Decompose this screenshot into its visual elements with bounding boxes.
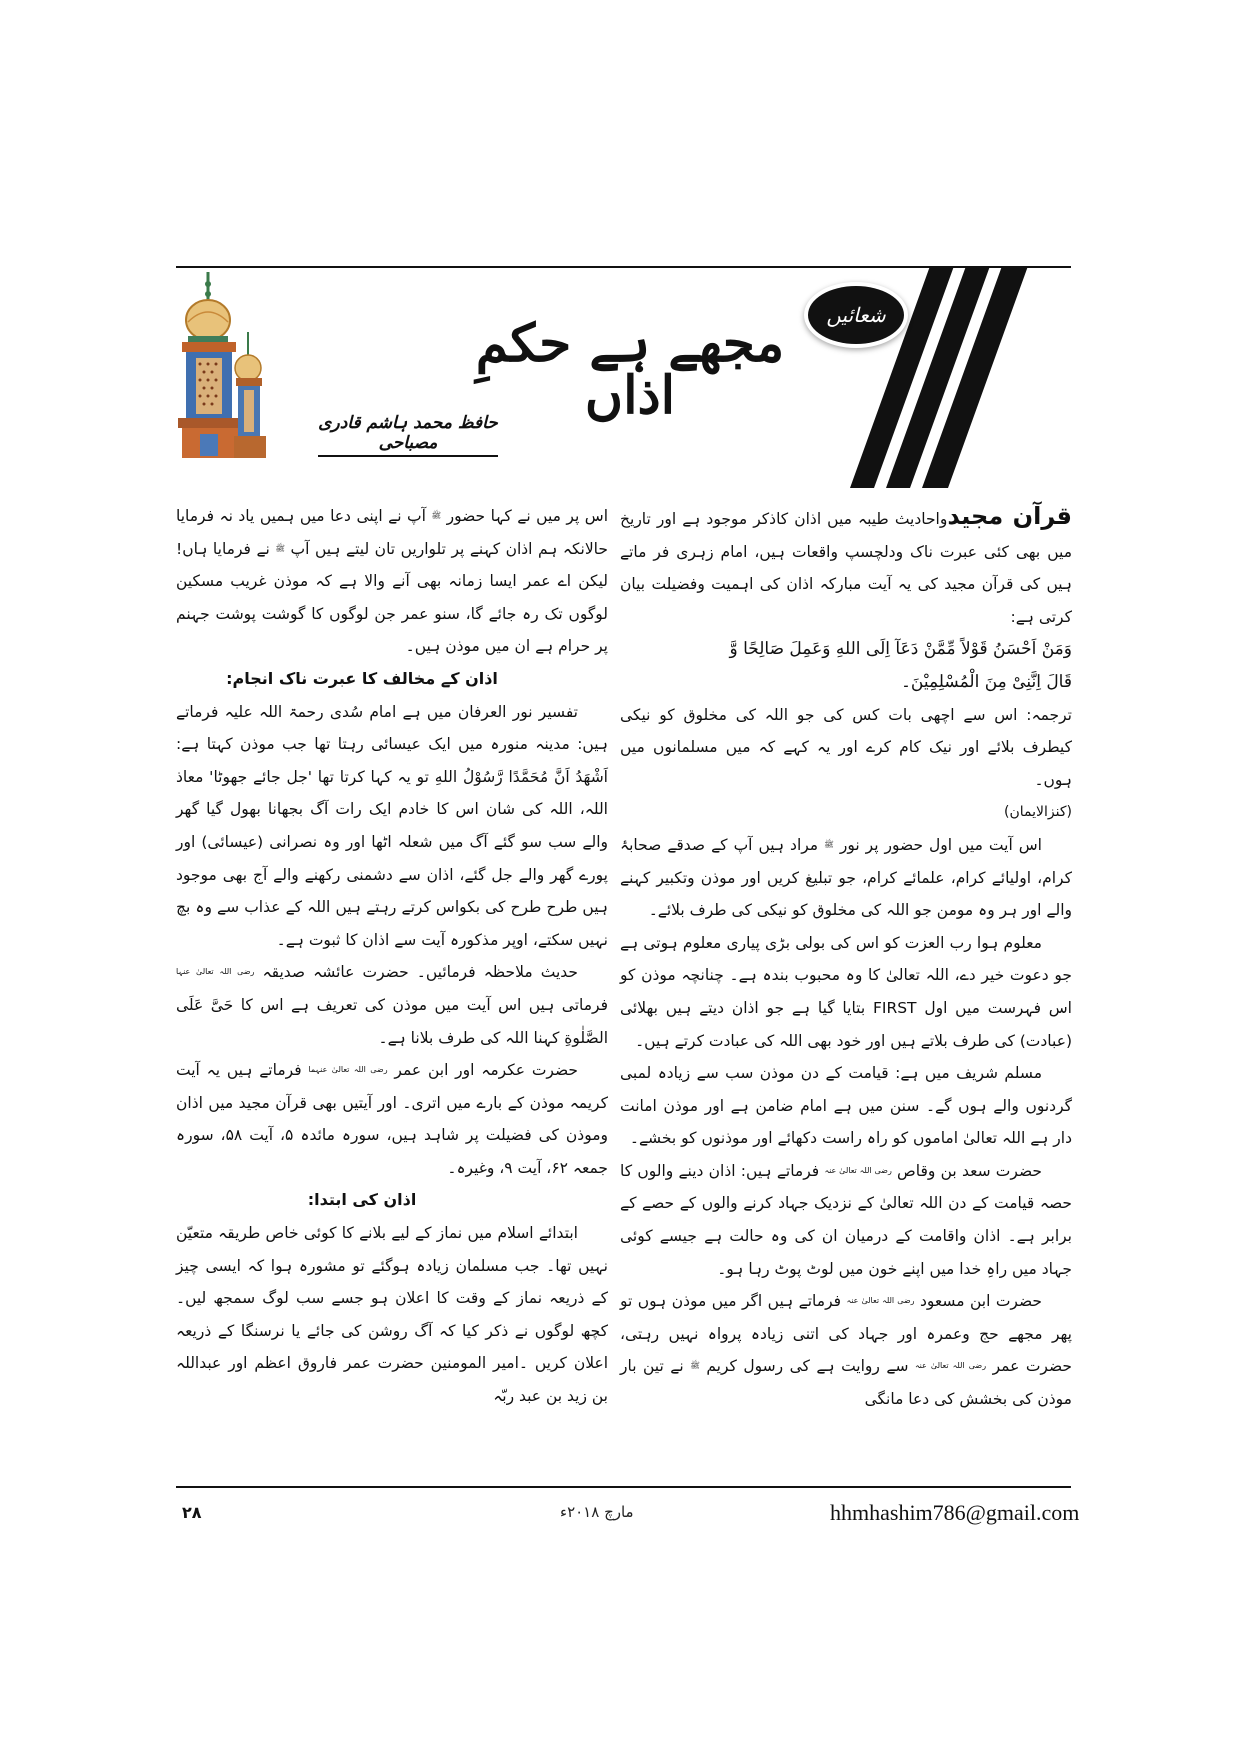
paragraph: ابتدائے اسلام میں نماز کے لیے بلانے کا کوئی خاص طریقہ متعیّن نہیں تھا۔ جب مسلمان زیادہ ہوگئے تو مشورہ ہوا کہ ایسی چیز کے ذریعہ نماز کے وقت کا اعلان ہو جسے سب لوگ سمجھ لیں۔ کچھ لوگوں نے ذکر کیا کہ آگ روشن کی جائے یا نرسنگا کے ذریعہ اعلان کریں ۔امیر المومنین حضرت عمر فاروق اعظم اور عبداللہ بن زید بن عبد ربّہ bbox=[176, 1224, 608, 1406]
section-heading: اذان کی ابتدا: bbox=[307, 1190, 417, 1210]
page-number: ۲۸ bbox=[182, 1503, 202, 1522]
section-badge bbox=[808, 286, 904, 344]
lead-bold-text: قرآن مجید bbox=[947, 502, 1073, 530]
paragraph: حضرت سعد بن وقاص $^{رضی اللہ تعالیٰ عنہ}$ فرماتے ہیں: اذان دینے والوں کا حصہ قیامت کے دن اللہ تعالیٰ کے نزدیک جہاد کرنے والوں کے حصے کے برابر ہے۔ اذان واقامت کے درمیان ان کی وہ حالت ہے جیسے کوئی جہاد میں راہِ خدا میں اپنے خون میں لوٹ پوٹ رہا ہو۔ bbox=[620, 1161, 1072, 1278]
footer-date: مارچ ۲۰۱۸ء bbox=[560, 1503, 634, 1521]
honorific-glyph: ﷺ bbox=[275, 543, 286, 553]
paragraph: قرآن مجیدواحادیث طیبہ میں اذان کاذکر موجود ہے اور تاریخ میں بھی کئی عبرت ناک ودلچسپ واقعات ہیں، امام زہری فر ماتے ہیں کی قرآن مجید کی یہ آیت مبارکہ اذان کی اہمیت وفضیلت بیان کرتی ہے: bbox=[620, 502, 1073, 626]
section-badge-label: شعائیں bbox=[826, 303, 886, 327]
right-column bbox=[620, 500, 1072, 1416]
honorific-glyph: رضی اللہ تعالیٰ عنہ bbox=[914, 1361, 987, 1371]
honorific-glyph: رضی اللہ تعالیٰ عنہ bbox=[846, 1296, 915, 1306]
paragraph: حضرت عکرمہ اور ابن عمر $^{رضی اللہ تعالیٰ عنہما}$ فرماتے ہیں یہ آیت کریمہ موذن کے بارے میں اتری۔ اور آیتیں بھی قرآن مجید میں اذان وموذن کی فضیلت پر شاہد ہیں، سورہ مائدہ ۵، آیت ۵۸، سورہ جمعہ ۶۲، آیت ۹، وغیرہ۔ bbox=[176, 1061, 609, 1177]
honorific-glyph: رضی اللہ تعالیٰ عنہا bbox=[176, 967, 255, 977]
paragraph: اس آیت میں اول حضور پر نور $^ﷺ$ مراد ہیں آپ کے صدقے صحابۂ کرام، اولیائے کرام، علمائے کرام، جو تبلیغ کریں اور موذن وتکبیر کہنے والے اور ہر وہ مومن جو اللہ کی مخلوق کو نیکی کی طرف بلائے۔ bbox=[620, 835, 1072, 920]
article-title: مجھے ہے حکمِ اذاں bbox=[475, 313, 785, 426]
honorific-glyph: ﷺ bbox=[824, 839, 834, 849]
translation: ترجمہ: اس سے اچھی بات کس کی جو اللہ کی مخلوق کو نیکی کیطرف بلائے اور نیک کام کرے اور یہ کہے کہ میں مسلمانوں میں ہوں۔ bbox=[620, 705, 1072, 789]
paragraph: حدیث ملاحظہ فرمائیں۔ حضرت عائشہ صدیقہ $^{رضی اللہ تعالیٰ عنہا}$ فرماتی ہیں اس آیت میں موذن کی تعریف ہے اس کا حَیَّ عَلَى الصَّلٰوةِ کہنا اللہ کی طرف بلانا ہے۔ bbox=[176, 963, 608, 1047]
honorific-glyph: ﷺ bbox=[690, 1361, 700, 1371]
minaret-image bbox=[178, 272, 274, 458]
quran-verse-line: قَالَ اِنَّنِیْ مِنَ الْمُسْلِمِیْنَ۔ bbox=[900, 671, 1072, 692]
section-heading: اذان کے مخالف کا عبرت ناک انجام: bbox=[226, 668, 498, 688]
translation-reference: (کنزالایمان) bbox=[1004, 804, 1072, 821]
honorific-glyph: رضی اللہ تعالیٰ عنہما bbox=[308, 1065, 388, 1075]
footer-email: hhmhashim786@gmail.com bbox=[830, 1500, 1080, 1525]
left-column bbox=[176, 500, 608, 1413]
paragraph: تفسیر نور العرفان میں ہے امام سُدی رحمۃ اللہ علیہ فرماتے ہیں: مدینہ منورہ میں ایک عیسائی رہتا تھا جب موذن کہتا ہے: اَشْهَدُ اَنَّ مُحَمَّدًا رَّسُوْلُ اللهِ تو یہ کہا کرتا تھا 'جل جائے جھوٹا' معاذ اللہ، اللہ کی شان اس کا خادم ایک رات آگ بجھانا بھول گیا گھر والے سب سو گئے آگ میں شعلہ اٹھا اور وہ نصرانی (عیسائی) اور پورے گھر والے جل گئے، اذان سے دشمنی رکھنے والے آج بھی موجود ہیں طرح طرح کی بکواس کرتے رہتے ہیں اللہ کے عذاب سے وہ بچ نہیں سکتے، اوپر مذکورہ آیت سے اذان کا ثبوت ہے۔ bbox=[176, 702, 608, 949]
quran-verse-line: وَمَنْ اَحْسَنُ قَوْلاً مِّمَّنْ دَعَآ اِلَى اللهِ وَعَمِلَ صَالِحًا وَّ bbox=[729, 639, 1072, 660]
bottom-rule bbox=[176, 1486, 1071, 1488]
paragraph: اس پر میں نے کہا حضور $^ﷺ$ آپ نے اپنی دعا میں ہمیں یاد نہ فرمایا حالانکہ ہم اذان کہنے پر تلواریں تان لیتے ہیں آپ $^ﷺ$ نے فرمایا ہاں! لیکن اے عمر ایسا زمانہ بھی آنے والا ہے کہ موذن غریب مسکین لوگوں تک رہ جائے گا، سنو عمر جن لوگوں کا گوشت پوشت جہنم پر حرام ہے ان میں موذن ہیں۔ bbox=[176, 507, 609, 656]
paragraph: حضرت ابن مسعود $^{رضی اللہ تعالیٰ عنہ}$ فرماتے ہیں اگر میں موذن ہوں تو پھر مجھے حج وعمرہ اور جہاد کی اتنی زیادہ پرواہ نہیں رہتی، حضرت عمر $^{رضی اللہ تعالیٰ عنہ}$ سے روایت ہے کی رسول کریم $^ﷺ$ نے تین بار موذن کی بخشش کی دعا مانگی bbox=[620, 1292, 1073, 1409]
honorific-glyph: ﷺ bbox=[431, 511, 442, 520]
paragraph: مسلم شریف میں ہے: قیامت کے دن موذن سب سے زیادہ لمبی گردنوں والے ہوں گے۔ سنن میں ہے امام ضامن ہے اور موذن امانت دار ہے اللہ تعالیٰ اماموں کو راہ راست دکھائے اور موذنوں کو بخشے۔ bbox=[620, 1064, 1072, 1148]
paragraph: معلوم ہوا رب العزت کو اس کی بولی بڑی پیاری معلوم ہوتی ہے جو دعوت خیر دے، اللہ تعالیٰ کا وہ محبوب بندہ ہے۔ چنانچہ موذن کو اس فہرست میں اول FIRST بتایا گیا ہے جو اذان دیتے ہیں بھلائی (عبادت) کی طرف بلاتے ہیں اور خود بھی اللہ کی عبادت کرتے ہیں۔ bbox=[620, 933, 1072, 1050]
honorific-glyph: رضی اللہ تعالیٰ عنہ bbox=[824, 1165, 892, 1175]
author-byline: حافظ محمد ہاشم قادری مصباحی bbox=[318, 412, 498, 457]
